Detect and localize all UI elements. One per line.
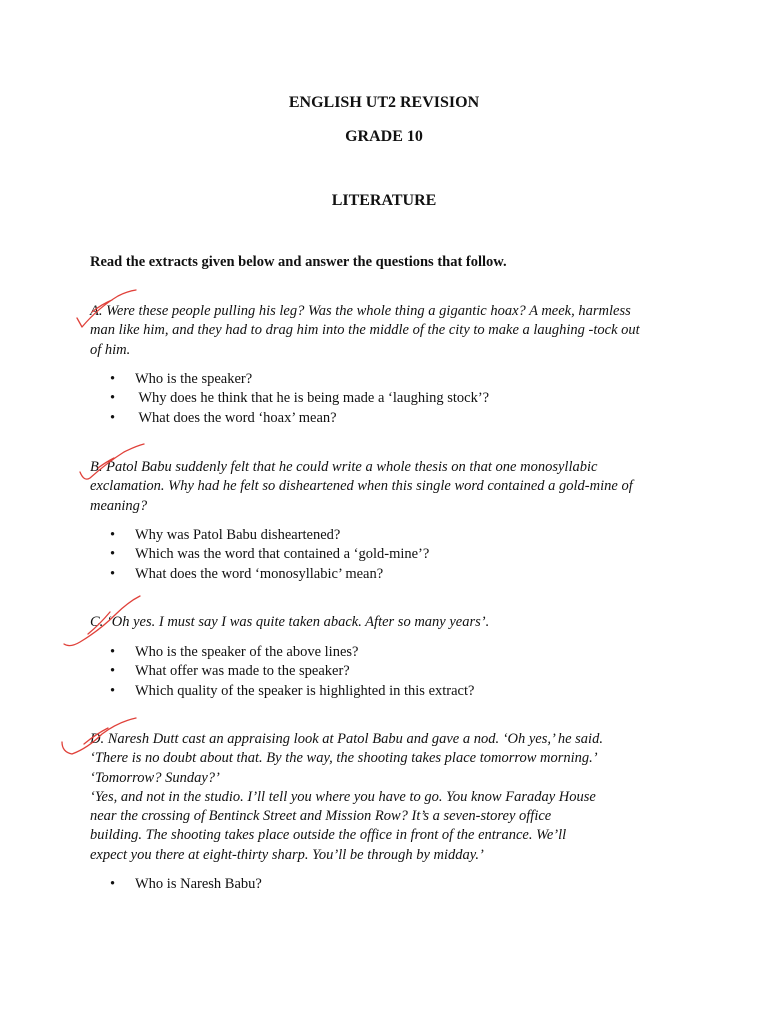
bullet-icon: • [110, 527, 116, 543]
extract-line: near the crossing of Bentinck Street and Mission Row? It’s a seven-storey office [90, 808, 552, 825]
question-item [105, 875, 262, 894]
bullet-icon: • [110, 682, 116, 699]
question-item [105, 682, 474, 701]
extract-line: expect you there at eight-thirty sharp. You’ll be through by midday.’ [90, 846, 484, 863]
bullet-icon: • [110, 644, 116, 660]
instructions-text: Read the extracts given below and answer the questions that follow. [90, 254, 507, 270]
extract-line: ‘Yes, and not in the studio. I’ll tell you where you have to go. You know Faraday House [90, 788, 596, 805]
questions-c [105, 643, 474, 701]
question-text: Why does he think that he is being made a ‘laughing stock’? [135, 390, 490, 407]
question-item [105, 526, 429, 545]
extract-line: A. Were these people pulling his leg? Was the whole thing a gigantic hoax? A meek, harmless [90, 303, 631, 319]
bullet-icon: • [110, 409, 116, 426]
question-item [105, 643, 474, 662]
extract-line: exclamation. Why had he felt so disheartened when this single word contained a gold-mine of [90, 478, 633, 495]
questions-d [105, 875, 262, 894]
question-text: Who is the speaker? [135, 371, 253, 387]
question-text: Who is Naresh Babu? [135, 876, 262, 892]
bullet-icon: • [110, 663, 116, 680]
extract-line: of him. [90, 341, 131, 358]
bullet-icon: • [110, 565, 116, 582]
bullet-icon: • [110, 546, 116, 563]
bullet-icon: • [110, 876, 116, 892]
question-text: What does the word ‘hoax’ mean? [135, 409, 337, 426]
extract-b [90, 458, 680, 516]
bullet-icon: • [110, 371, 116, 387]
question-text: Who is the speaker of the above lines? [135, 644, 359, 660]
extract-line: ‘There is no doubt about that. By the way, the shooting takes place tomorrow morning.’ [90, 750, 598, 767]
extract-line: B. Patol Babu suddenly felt that he could write a whole thesis on that one monosyllabic [90, 459, 598, 475]
extract-line: C. ‘Oh yes. I must say I was quite taken aback. After so many years’. [90, 614, 490, 630]
extract-line: man like him, and they had to drag him into the middle of the city to make a laughing -tock out [90, 322, 640, 339]
question-item [105, 565, 429, 584]
question-item [105, 409, 489, 428]
question-text: What does the word ‘monosyllabic’ mean? [135, 565, 384, 582]
extract-d [90, 730, 680, 865]
question-text: Why was Patol Babu disheartened? [135, 527, 341, 543]
extract-line: building. The shooting takes place outside the office in front of the entrance. We’ll [90, 827, 567, 844]
section-heading: LITERATURE [331, 192, 437, 209]
question-text: What offer was made to the speaker? [135, 663, 350, 680]
question-item [105, 545, 429, 564]
question-item [105, 370, 489, 389]
question-item [105, 662, 474, 681]
bullet-icon: • [110, 390, 116, 407]
document-title: ENGLISH UT2 REVISION [288, 94, 480, 111]
extract-a [90, 302, 680, 360]
extract-line: ‘Tomorrow? Sunday?’ [90, 769, 220, 786]
extract-line: meaning? [90, 497, 148, 514]
question-text: Which was the word that contained a ‘gold-mine’? [135, 546, 430, 563]
question-item [105, 389, 489, 408]
grade-heading: GRADE 10 [345, 128, 423, 145]
question-text: Which quality of the speaker is highlighted in this extract? [135, 682, 475, 699]
questions-b [105, 526, 429, 584]
questions-a [105, 370, 489, 428]
extract-c [90, 613, 680, 632]
extract-line: D. Naresh Dutt cast an appraising look at Patol Babu and gave a nod. ‘Oh yes,’ he said. [90, 731, 603, 747]
